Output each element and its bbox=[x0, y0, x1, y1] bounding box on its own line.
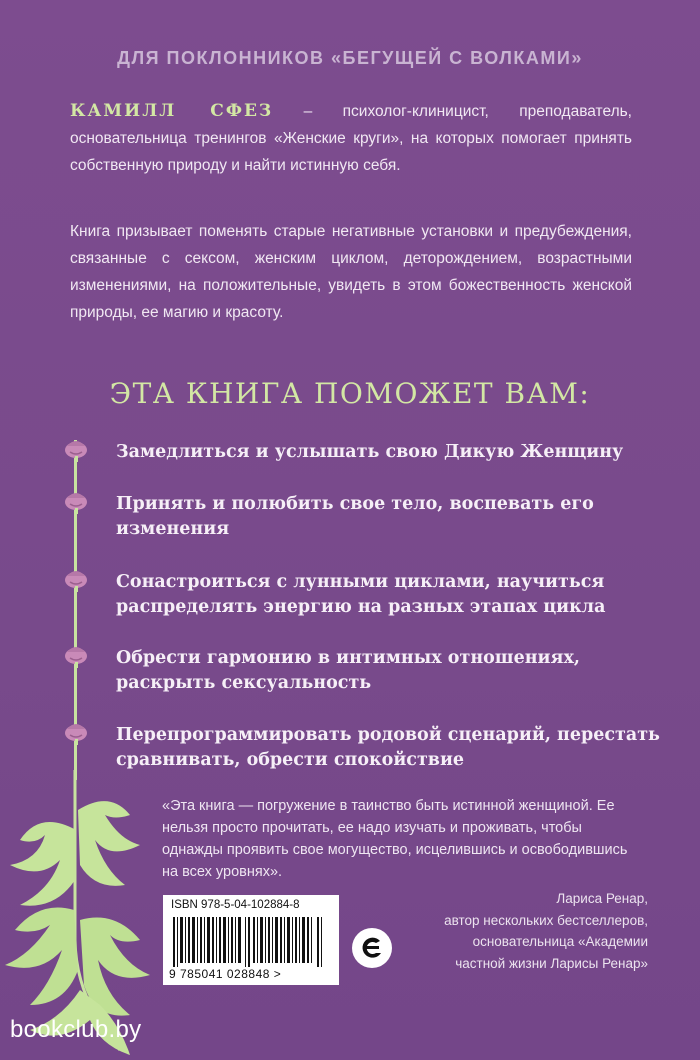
benefit-text: Замедлиться и услышать свою Дикую Женщину bbox=[116, 442, 624, 462]
quote-attribution bbox=[348, 888, 648, 974]
benefit-text: Перепрограммировать родовой сценарий, перестать сравнивать, обрести спокойствие bbox=[116, 725, 660, 770]
benefit-item bbox=[62, 492, 662, 552]
benefit-item bbox=[62, 440, 662, 500]
attribution-line: основательница «Академии bbox=[472, 934, 648, 949]
benefit-text: Обрести гармонию в интимных отношениях, раскрыть сексуальность bbox=[116, 648, 580, 693]
thistle-bud-icon bbox=[62, 564, 90, 592]
benefit-text: Принять и полюбить свое тело, воспевать его изменения bbox=[116, 494, 594, 539]
benefit-item bbox=[62, 570, 662, 630]
barcode bbox=[163, 895, 339, 985]
thistle-bud-icon bbox=[62, 486, 90, 514]
thistle-bud-icon bbox=[62, 717, 90, 745]
benefit-item bbox=[62, 646, 662, 706]
author-name: КАМИЛЛ СФЕЗ bbox=[70, 101, 274, 121]
benefit-text: Сонастроиться с лунными циклами, научиться распределять энергию на разных этапах цикла bbox=[116, 572, 606, 617]
site-watermark: bookclub.by bbox=[10, 1016, 142, 1043]
barcode-digits: 9 785041 028848 > bbox=[169, 967, 282, 981]
author-bio bbox=[70, 98, 632, 179]
series-label: ДЛЯ ПОКЛОННИКОВ «БЕГУЩЕЙ С ВОЛКАМИ» bbox=[117, 48, 583, 68]
benefits-heading: ЭТА КНИГА ПОМОЖЕТ ВАМ: bbox=[109, 377, 591, 410]
attribution-line: автор нескольких бестселлеров, bbox=[444, 912, 648, 928]
attribution-name: Лариса Ренар, bbox=[556, 891, 648, 906]
endorsement-quote: «Эта книга — погружение в таинство быть истинной женщиной. Ее нельзя просто прочитать, ее надо изучать и проживать, чтобы однажды проявить свое могущество, исцелившись и освободившись на всех уровнях». bbox=[162, 798, 628, 880]
thistle-bud-icon bbox=[62, 434, 90, 462]
thistle-bud-icon bbox=[62, 640, 90, 668]
author-bio-text: – психолог-клиницист, преподаватель, основательница тренингов «Женские круги», на которых помогает принять собственную природу и найти истинную себя. bbox=[70, 103, 632, 174]
barcode-bars bbox=[173, 917, 329, 967]
attribution-line: частной жизни Ларисы Ренар» bbox=[455, 955, 648, 971]
book-description: Книга призывает поменять старые негативные установки и предубеждения, связанные с сексом, женским циклом, деторождением, возрастными изменениями, на положительные, увидеть в этом божественность женской природы, ее магию и красоту. bbox=[70, 223, 632, 321]
isbn-label: ISBN 978-5-04-102884-8 bbox=[171, 899, 300, 911]
